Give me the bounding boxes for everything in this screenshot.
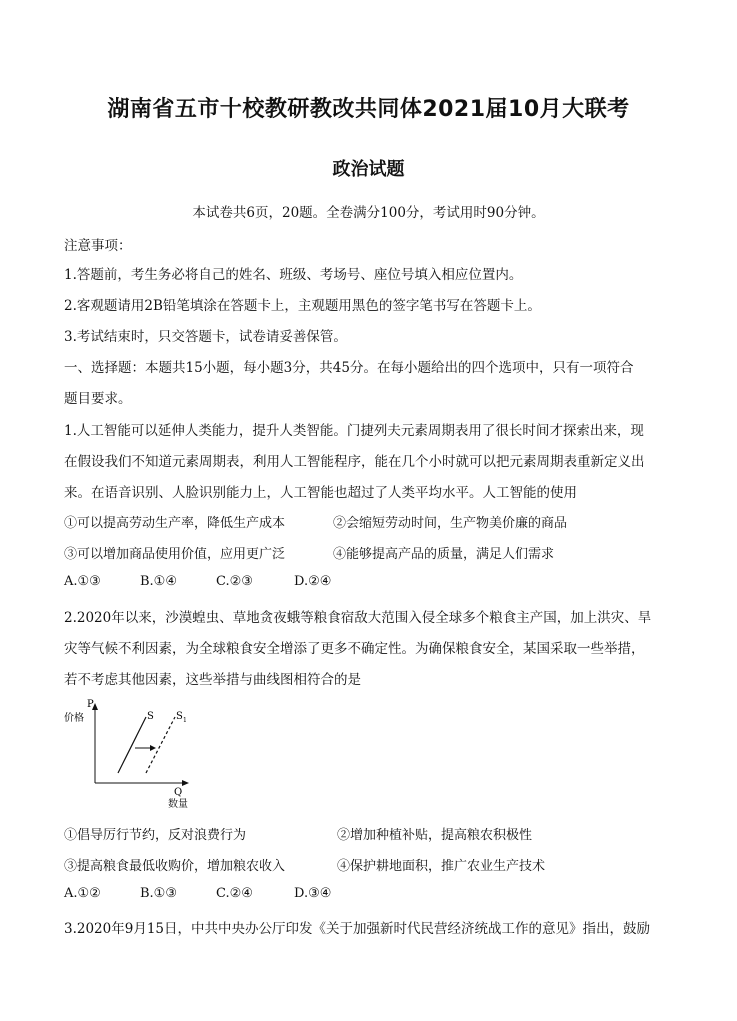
q2-statement: ③提高粮食最低收购价，增加粮农收入 [64,859,286,874]
exam-title: 湖南省五市十校教研教改共同体2021届10月大联考 [107,97,630,122]
exam-subtitle: 政治试题 [332,159,405,180]
question-3-stem: 3.2020年9月15日，中共中央办公厅印发《关于加强新时代民营经济统战工作的意见》指出，鼓励 [64,921,651,937]
q1-statement: ③可以增加商品使用价值，应用更广泛 [64,547,286,562]
q2-choice-b: B.①③ [140,886,177,901]
question-1-stem: 来。在语音识别、人脸识别能力上，人工智能也超过了人类平均水平。人工智能的使用 [64,485,577,501]
q1-statement: ②会缩短劳动时间，生产物美价廉的商品 [333,516,568,531]
curve-s1-label: S [176,711,183,722]
note-item: 1.答题前，考生务必将自己的姓名、班级、考场号、座位号填入相应位置内。 [64,267,523,283]
supply-curve-graph [60,695,210,813]
exam-info: 本试卷共6页，20题。全卷满分100分，考试用时90分钟。 [192,205,545,221]
note-item: 3.考试结束时，只交答题卡，试卷请妥善保管。 [64,329,347,345]
curve-s-label: S [147,711,154,722]
q2-statement: ①倡导厉行节约，反对浪费行为 [64,828,247,843]
x-axis-symbol: Q [174,787,183,798]
q1-choice-a: A.①③ [64,574,101,589]
q2-choice-d: D.③④ [294,886,332,901]
question-1-stem: 在假设我们不知道元素周期表，利用人工智能程序，能在几个小时就可以把元素周期表重新定义出 [64,454,645,470]
shift-arrowhead [150,745,156,751]
section-heading-cont: 题目要求。 [64,391,132,407]
q1-choice-c: C.②③ [216,574,253,589]
curve-s [118,717,146,773]
q1-statement: ④能够提高产品的质量，满足人们需求 [333,547,555,562]
question-2-stem: 灾等气候不利因素，为全球粮食安全增添了更多不确定性。为确保粮食安全，某国采取一些举措， [64,641,645,657]
q1-choice-b: B.①④ [140,574,177,589]
x-axis-label: 数量 [168,799,188,810]
curve-s1 [146,717,175,773]
q2-choice-a: A.①② [64,886,101,901]
y-axis-label: 价格 [64,713,84,724]
q2-statement: ②增加种植补贴，提高粮农积极性 [337,828,533,843]
notes-heading: 注意事项： [64,238,132,254]
q2-statement: ④保护耕地面积，推广农业生产技术 [337,859,546,874]
q1-statement: ①可以提高劳动生产率，降低生产成本 [64,516,286,531]
question-2-stem: 2.2020年以来，沙漠蝗虫、草地贪夜蛾等粮食宿敌大范围入侵全球多个粮食主产国，加上洪灾、旱 [64,610,652,626]
q1-choice-d: D.②④ [294,574,332,589]
y-axis-symbol: P [87,699,94,710]
question-1-stem: 1.人工智能可以延伸人类能力，提升人类智能。门捷列夫元素周期表用了很长时间才探索出来，现 [64,423,644,439]
question-2-stem: 若不考虑其他因素，这些举措与曲线图相符合的是 [64,672,361,688]
section-heading: 一、选择题：本题共15小题，每小题3分，共45分。在每小题给出的四个选项中，只有一项符合 [64,360,634,376]
note-item: 2.客观题请用2B铅笔填涂在答题卡上，主观题用黑色的签字笔书写在答题卡上。 [64,298,541,314]
q2-choice-c: C.②④ [216,886,253,901]
x-axis-arrow [182,780,189,786]
curve-s1-subscript: 1 [183,717,187,724]
